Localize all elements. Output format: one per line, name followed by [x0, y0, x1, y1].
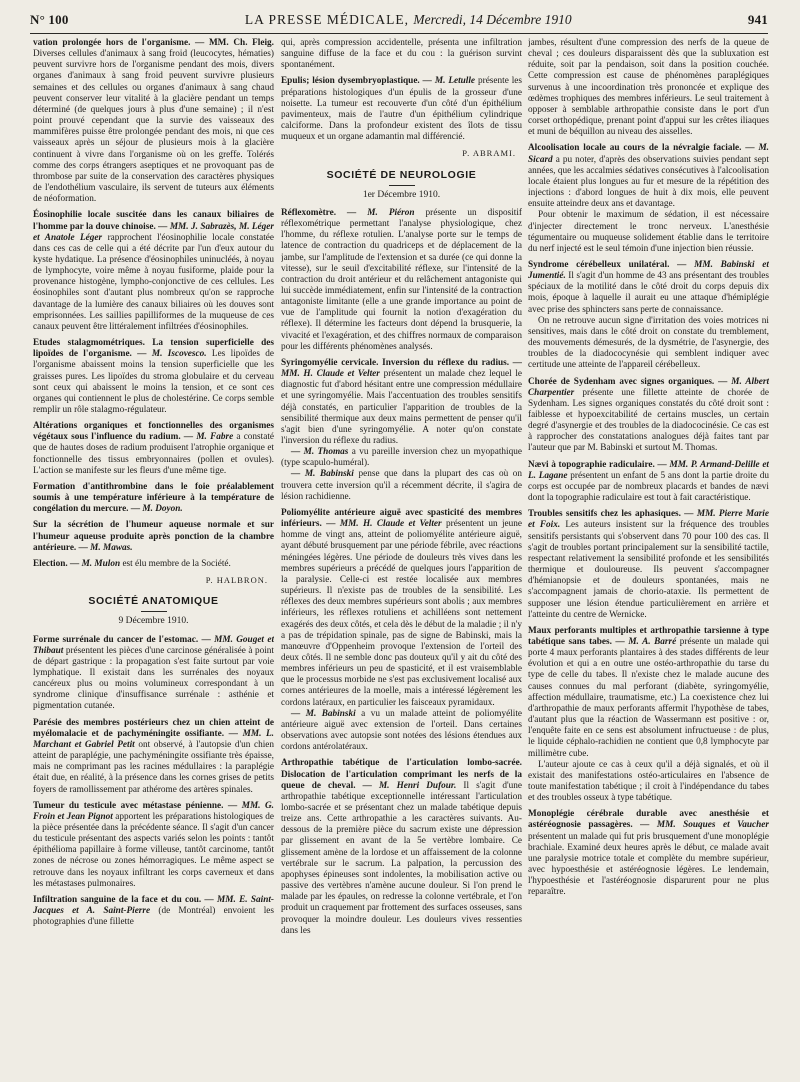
entry-title: Sur la sécrétion de l'humeur aqueuse normale et sur l'humeur aqueuse produite après ponction de la chambre antérieure. — [33, 520, 274, 553]
entry-authors: — MM. H. Claude et Velter — [326, 519, 442, 530]
entry-title: Poliomyélite antérieure aiguë avec spasticité des membres inférieurs. — [281, 507, 522, 530]
entry-body: a pu noter, d'après des observations suivies pendant sept années, que les accalmies sédatives consécutives à l'alcoolisation locale étaient plus longues au fur et mesure de la répétition des injections : d'abord longues de huit à dix mois, elle peuvent ensuite atteindre deux ans et davantage. — [528, 154, 769, 210]
report-entry — [281, 358, 522, 503]
entry-authors: — M. Letulle — [422, 76, 476, 87]
journal-name: LA PRESSE MÉDICALE, — [244, 12, 409, 27]
report-entry — [528, 460, 769, 505]
entry-body: présente un dispositif réflexométrique permettant l'analyse physiologique, chez l'homme, du réflexe rotulien. L'analyse porte sur le temps de latence de contraction du quadriceps et de déplacement de la jambe, sur l'amplitude de l'extension et sa durée (ce qui donne la vitesse), sur le seuil d'excitabilité réflexe, sur l'intensité de la contraction du droit antérieur et du relâchement antagoniste qui lui succède immédiatement, enfin sur l'intensité de la contraction antagoniste limitante (elle a une grande importance au point de vue de l'amplitude qui fournit la notion d'exagération du réflexe). Il détermine les facteurs dont dépend la brusquerie, la vivacité et l'exagération, et des chiffres normaux de comparaison pour les différents phénomènes analysés. — [281, 207, 522, 352]
entry-title: Maux perforants multiples et arthropathie tarsienne à type tabétique sans tabes. — [528, 625, 769, 647]
entry-body: a constaté que de hautes doses de radium produisent l'atrophie organique et fonctionnelle des tissus embryonnaires (pollen et ovules). L'action se manifeste sur les fleurs d'une même tige. — [33, 432, 274, 476]
entry-title: Réflexomètre. — [281, 207, 337, 218]
signature: P. ABRAMI. — [462, 148, 516, 159]
report-entry — [33, 635, 274, 713]
page-number: 941 — [747, 12, 768, 27]
masthead — [30, 12, 768, 32]
entry-body: présentent un jeune homme de vingt ans, atteint de poliomyélite antérieure aiguë, ayant débuté brusquement par une période fébrile, avec réactions méningées légères. Une période de douleurs très vives dans les membres supérieurs a précédé de quelques jours l'apparition de la paralysie. Celle-ci est restée localisée aux membres supérieurs. Il n'existe pas de troubles de la sensibilité. Les réflexes des deux membres supérieurs sont abolis ; aux membres inférieurs, les réflexes rotuliens et achilléens sont nettement exagérés des deux côtés, et cela dès le début de la maladie ; il n'y a pas de trépidation spinale, pas de signe de Babinski, mais la manœuvre d'Oppenheim provoque l'extension de l'orteil des deux côtés. Il ne semble donc pas douteux qu'il y ait du côté des membres inférieurs un peu de spasticité, et il est vraisemblable que le processus morbide ne s'est pas exclusivement localisé aux cornes antérieures de la moelle, mais a intéressé légèrement les cordons latéraux, en particulier les faisceaux pyramidaux. — [281, 519, 522, 708]
journal-title-line — [245, 12, 572, 28]
entry-title: Troubles sensitifs chez les aphasiques. — [528, 509, 681, 520]
entry-title: Election. — [33, 558, 68, 569]
entry-title: Parésie des membres postérieurs chez un chien atteint de myélomalacie et de pachyméningite ossifiante. — [33, 717, 274, 739]
entry-title: Monoplégie cérébrale durable avec anesthésie et astéréognosie passagères. — [528, 809, 769, 831]
report-entry — [33, 559, 274, 570]
report-entry — [528, 143, 769, 255]
entry-body: Pour obtenir le maximum de sédation, il est nécessaire d'injecter directement le tronc nerveux. L'anesthésie tégumentaire ou muqueuse solidement établie dans le territoire du nerf injecté est le seul témoin d'une injection bien réussie. — [528, 210, 769, 254]
report-entry — [33, 38, 274, 205]
report-entry — [33, 210, 274, 333]
entry-body: présente les préparations histologiques d'un épulis de la grosseur d'une noisette. La tumeur est recouverte d'un côté d'un épithélium pavimenteux, mais de l'autre d'un épithélium cylindrique calciforme. Dans la profondeur existent des îlots de tissu muqueux et un organe adamantin mal différencié. — [281, 76, 522, 143]
entry-body: présentent un enfant de 5 ans dont la partie droite du corps est occupée par de nombreux placards et bandes de nævi dont la topographie radiculaire est tout à fait caractéristique. — [528, 470, 769, 504]
report-entry — [33, 801, 274, 890]
entry-body: rapprochent l'éosinophilie locale constatée dans ces cas de celle qui a été décrite par l'un d'eux autour du kyste hydatique. La présence d'éosinophiles uninucléés, à noyau de lymphocyte, voire même à noyau fusiforme, plaide pour la provenance histogène, lympho-conjonctive de ces cellules. Les éosinophiles sont d'autant plus nombreux qu'on se rapproche davantage de la lumière des canaux biliaires où les douves sont emprisonnées. Les saillies papilliformes de la muqueuse de ces canaux peuvent être littéralement infiltrées d'éosinophiles. — [33, 232, 274, 332]
entry-title: Formation d'antithrombine dans le foie préalablement soumis à une température inférieure à la température de congélation du mercure. — [33, 481, 274, 515]
entry-body: Il s'agit d'une arthropathie tabétique exceptionnelle intéressant l'articulation lombo-sacrée et se présentant chez un malade tabétique depuis treize ans. Cette arthropathie a les caractères suivants. Au-dessous de la première pièce du sacrum existe une dépression par glissement en avant de la 5e vertèbre lombaire. Ce glissement amène de la lordose et un affaissement de la colonne vertébrale sur le sacrum. La palpation, la percussion des apophyses épineuses sont indolentes, la mobilisation active ou passive des vertèbres n'amène aucune douleur. Si l'on prend le malade par les épaules, on redresse la colonne vertébrale, et l'on produit un craquement par frottement des surfaces osseuses, sans provoquer la moindre douleur. Les douleurs vives ressenties dans les — [281, 780, 522, 936]
entry-authors: — M. Henri Dufour. — [362, 780, 457, 791]
entry-title: Forme surrénale du cancer de l'estomac. — [33, 634, 199, 645]
section-date: 9 Décembre 1910. — [118, 616, 189, 627]
column-2 — [281, 38, 522, 1074]
report-entry — [528, 260, 769, 372]
entry-body: a vu pareille inversion chez un myopathique (type scapulo-huméral). — [281, 447, 522, 469]
entry-body: a vu un malade atteint de poliomyélite antérieure aiguë avec extension de l'orteil. Dans certaines observations avec autopsie sont notées des lésions étendues aux cordons antérolatéraux. — [281, 708, 522, 753]
entry-body: ont observé, à l'autopsie d'un chien atteint de paraplégie, une pachyméningite ossifiante très épaisse, mais ne comprimant pas les racines médullaires : la paraplégie était due, en réalité, à la présence dans les cornes grises de petits foyers de ramollissement par athérome des artères spinales. — [33, 739, 274, 795]
report-entry — [528, 509, 769, 621]
entry-authors: — M. Mulon — [70, 558, 121, 569]
entry-authors: — M. Babinski — [291, 708, 356, 719]
entry-body: qui, après compression accidentelle, présenta une infiltration sanguine diffuse de la face et du cou : la guérison survint spontanément. — [281, 38, 522, 71]
entry-title: Arthropathie tabétique de l'articulation lombo-sacrée. Dislocation de l'articulation comprimant les nerfs de la queue de cheval. — [281, 758, 522, 791]
entry-title: Éosinophilie locale suscitée dans les canaux biliaires de l'homme par la douve chinoise. — [33, 210, 274, 232]
report-entry — [33, 895, 274, 928]
entry-authors: — MM. Souques et Vaucher — [640, 820, 769, 831]
issue-number: N° 100 — [30, 12, 69, 27]
entry-authors: — M. Sicard — [528, 143, 769, 165]
report-entry — [528, 38, 769, 138]
entry-authors: — M. Mawas. — [78, 542, 133, 553]
entry-body: est élu membre de la Société. — [122, 558, 231, 569]
entry-body: présentent les pièces d'une carcinose généralisée à point de départ gastrique : la propagation s'est faite surtout par voie lymphatique. Il existait dans les surrénales des noyaux cancéreux plus ou moins volumineux correspondant à un syndrome clinique d'insuffisance surrénale : asthénie et pigmentation cutanée. — [33, 645, 274, 712]
entry-title: Altérations organiques et fonctionnelles des organismes végétaux sous l'influence du radium. — [33, 421, 274, 443]
report-entry — [528, 809, 769, 898]
entry-title: Infiltration sanguine de la face et du cou. — [33, 894, 202, 905]
entry-authors: — MM. L. Marchant et Gabriel Petit — [33, 728, 274, 750]
entry-body: jambes, résultent d'une compression des nerfs de la queue de cheval ; ces douleurs disparaissent dès que la subluxation est réduite, soit par la pendaison, soit dans la position couchée. Cette compression est cause de phénomènes paraplégiques survenus à une incoordination très prononcée et explique des œdèmes trophiques des membres inférieurs. Le seul traitement à opposer à semblable arthropathie consiste dans le port d'un corset orthopédique, prenant point d'appui sur les crêtes iliaques et muni de béquillon au niveau des aisselles. — [528, 38, 769, 138]
entry-authors: — MM. E. Saint-Jacques et A. Saint-Pierre — [33, 894, 274, 917]
report-entry — [33, 520, 274, 553]
entry-body: présente une fillette atteinte de chorée de Sydenham. Les signes organiques constatés du côté droit sont : faiblesse et hypoexcitabilité de certains muscles, un certain degré d'asynergie et des troubles de la diadococinésie. Ce cas est à rapprocher des constatations analogues déjà faites tant par l'auteur que par M. Babinski et surtout M. Thomas. — [528, 387, 769, 454]
entry-title: Syndrome cérébelleux unilatéral. — [528, 259, 670, 270]
issue-date: Mercredi, 14 Décembre 1910 — [413, 12, 572, 27]
entry-authors: — M. Babinski — [291, 469, 354, 480]
report-entry — [33, 482, 274, 515]
entry-title: Syringomyélie cervicale. Inversion du réflexe du radius. — [281, 357, 510, 368]
entry-body: Les lipoïdes de l'organisme abaissent moins la tension superficielle que les graisses pures. Les lipoïdes du stroma globulaire et du cerveau sont ceux qui abaissent le moins la tension, et ce sont ces organes qui contiennent le plus de cholestérine. Ce corps semble remplir un rôle stalagmo-régulateur. — [33, 349, 274, 415]
entry-title: Etudes stalagmométriques. La tension superficielle des lipoïdes de l'organisme. — [33, 338, 274, 360]
entry-title: Alcoolisation locale au cours de la névralgie faciale. — [528, 143, 742, 154]
entry-body: Les auteurs insistent sur la fréquence des troubles sensitifs persistants qui s'observent dans 70 pour 100 des cas. Il s'agit de troubles portant principalement sur la sensibilité tactile, respectant relativement la sensibilité profonde et les sensibilités thermique et douloureuse. Ils peuvent s'accompagner d'hémianopsie et de douleurs spontanées, mais ne s'accompagnent jamais de chorio-ataxie. Ils permettent de supposer une lésion étendue particulièrement en arrière et l'atteinte du centre de Wernicke. — [528, 520, 769, 620]
entry-title: Nævi à topographie radiculaire. — [528, 459, 655, 470]
section-title: SOCIÉTÉ DE NEUROLOGIE — [326, 168, 477, 181]
entry-body: Diverses cellules d'animaux à sang froid (leucocytes, hématies) peuvent survivre hors de l'organisme pendant des mois, divers organes d'animaux à sang froid peuvent survivre plusieurs semaines et des cellules ou organes d'animaux à sang chaud peuvent conserver leur vitalité à la glacière pendant un temps déterminé (de quelques jours à plus d'une semaine) ; il n'est point prouvé cependant que la survie des vaisseaux des mammifères puisse être prolongée pendant des mois, ni que ces vaisseaux après un séjour de plusieurs mois à la glacière continuent à vivre dans l'organisme où on les greffe. Tolérés comme des corps étrangers aseptiques et ne provoquant pas de thrombose par suite de la conservation des caractères physiques de l'endothélium vasculaire, ils servent de tuteurs aux éléments de néoformation. — [33, 49, 274, 205]
entry-authors: — M. Piéron — [347, 207, 415, 218]
column-1 — [33, 38, 274, 1074]
entry-authors: — MM. G. Froin et Jean Pignot — [33, 800, 274, 822]
report-entry — [33, 718, 274, 796]
entry-body: présentent un malade chez lequel le diagnostic fut d'abord hésitant entre une compression médullaire et une syringomyélie. Mais l'accentuation des troubles sensitifs déjà constatés, en particulier l'apparition de troubles de la sensibilité thermique aux deux mains permettent de penser qu'il s'agit bien d'une syringomyélie. A noter qu'on constate l'inversion du réflexe du radius. — [281, 369, 522, 446]
section-title: SOCIÉTÉ ANATOMIQUE — [88, 595, 219, 608]
report-entry — [281, 758, 522, 937]
entry-title: Chorée de Sydenham avec signes organiques. — [528, 376, 715, 387]
section-separator — [389, 185, 415, 186]
column-3 — [528, 38, 769, 1074]
entry-body: apportent les préparations histologiques de la pièce présentée dans la précédente séance. Il s'agit d'un cancer du testicule présentant des aspects variés selon les points : tantôt épithélioma papillaire à forme villeuse, tantôt carcinome, tantôt zones de nécrose ou zones hémorragiques. Le même aspect se retrouve dans les noyaux infiltrant les corps caverneux et dans les métastases pulmonaires. — [33, 811, 274, 889]
report-entry — [528, 626, 769, 805]
entry-body: (de Montréal) envoient les photographies d'une fillette — [33, 906, 274, 928]
signature: P. HALBRON. — [205, 575, 268, 586]
entry-title: Epulis; lésion dysembryoplastique. — [281, 76, 420, 87]
section-separator — [141, 611, 167, 612]
entry-authors: — MM. P. Armand-Delille et L. Lagane — [528, 459, 769, 481]
entry-authors: — M. Fabre — [183, 432, 234, 443]
entry-body: On ne retrouve aucun signe d'irritation des voies motrices ni sensitives, mais dans le côté droit on constate du tremblement, des mouvements démesurés, de la dysmétrie, de l'asynergie, des troubles de la diadococynésie qui semblent indiquer avec certitude une atteinte de l'appareil cérébelleux. — [528, 315, 769, 371]
entry-body: présentent un malade qui fut pris brusquement d'une monoplégie brachiale. Examiné deux heures après le début, ce malade avait une paralysie motrice totale et complète du membre supérieur, avec hypoesthésie et astéréognosie légères. Le lendemain, l'hypoesthésie et l'astéréognosie disparurent pour ne plus reparaître. — [528, 831, 769, 898]
entry-authors: — M. Thomas — [291, 447, 349, 458]
report-entry — [33, 338, 274, 416]
entry-authors: — MM. J. Sabrazès, M. Léger et Anatole Léger — [33, 221, 274, 243]
report-entry — [281, 508, 522, 753]
entry-body: présente un malade qui porte 4 maux perforants plantaires à des stades différents de leur évolution et qui a en outre une ostéo-arthropathie du tarse du type de celle du tabes. Il n'existe chez le malade aucune des causes connues du mal perforant (diabète, syringomyélie, affection médullaire, traumatisme, etc.) La coexistence chez lui d'arthropathie de maux perforants affermit l'hypothèse de tabes, d'autant plus que la réaction de Wassermann est positive : or, l'enquête faite en ce sens est absolument infructueuse : de plus, le liquide céphalo-rachidien ne contient que 0,8 lymphocyte par millimètre cube. — [528, 636, 769, 759]
header-rule — [30, 33, 768, 34]
report-entry — [33, 421, 274, 477]
report-entry — [281, 38, 522, 71]
entry-body: L'auteur ajoute ce cas à ceux qu'il a déjà signalés, et où il existait des manifestations ostéo-articulaires en l'absence de toute manifestation tabétique ; il croit à l'indépendance du tabes et des troubles osseux à type tabétique. — [528, 759, 769, 804]
entry-authors: — MM. Babinski et Jumentié. — [528, 259, 769, 282]
entry-authors: — M. Iscovesco. — [137, 349, 207, 360]
report-entry — [528, 377, 769, 455]
entry-authors: — MM. H. Claude et Velter — [281, 357, 522, 380]
entry-authors: — M. A. Barré — [615, 636, 677, 647]
report-entry — [281, 208, 522, 353]
entry-authors: — MM. Pierre Marie et Foix. — [528, 509, 769, 531]
entry-authors: — M. Albert Charpentier — [528, 376, 769, 398]
entry-lead: vation prolongée hors de l'organisme. — MM. Ch. Fleig. — [33, 38, 274, 48]
report-entry — [281, 76, 522, 143]
entry-body: Il s'agit d'un homme de 43 ans présentant des troubles spéciaux de la motilité dans le côté droit du corps depuis dix mois, époque à laquelle il aurait eu une attaque d'hémiplégie avec prise des sphincters sans perte de connaissance. — [528, 271, 769, 315]
section-date: 1er Décembre 1910. — [362, 189, 441, 200]
entry-authors: — MM. Gouget et Thibaut — [33, 634, 274, 656]
entry-authors: — M. Doyon. — [130, 504, 183, 515]
entry-title: Tumeur du testicule avec métastase pénienne. — [33, 800, 224, 811]
entry-body: pense que dans la plupart des cas où on trouvera cette inversion qu'il a récemment décrite, il s'agira de lésion rachidienne. — [281, 469, 522, 502]
